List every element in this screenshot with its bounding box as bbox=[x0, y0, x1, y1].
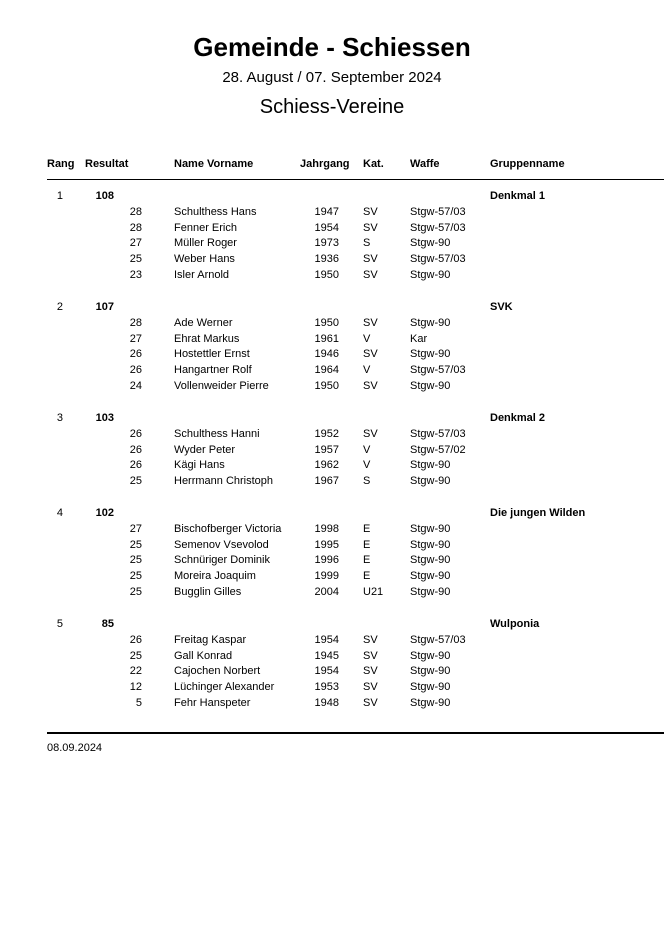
member-name: Hangartner Rolf bbox=[174, 364, 252, 377]
member-category: SV bbox=[363, 427, 378, 440]
member-birth-year: 1950 bbox=[314, 380, 339, 393]
member-birth-year: 1964 bbox=[314, 364, 339, 377]
member-points: 26 bbox=[129, 633, 142, 646]
member-name: Lüchinger Alexander bbox=[174, 681, 275, 694]
member-weapon: Stgw-90 bbox=[410, 665, 451, 678]
member-name: Freitag Kaspar bbox=[174, 633, 247, 646]
member-birth-year: 1998 bbox=[314, 522, 339, 535]
member-name: Schnüriger Dominik bbox=[174, 554, 270, 567]
member-birth-year: 1954 bbox=[314, 221, 339, 234]
member-category: SV bbox=[363, 665, 378, 678]
member-name: Müller Roger bbox=[174, 237, 237, 250]
member-category: SV bbox=[363, 316, 378, 329]
member-points: 25 bbox=[129, 554, 142, 567]
member-points: 25 bbox=[129, 475, 142, 488]
member-birth-year: 1999 bbox=[314, 570, 339, 583]
member-points: 25 bbox=[129, 586, 142, 599]
member-name: Cajochen Norbert bbox=[174, 665, 261, 678]
footer-divider bbox=[47, 732, 664, 734]
member-birth-year: 1947 bbox=[314, 205, 339, 218]
member-birth-year: 1961 bbox=[314, 332, 339, 345]
print-date: 08.09.2024 bbox=[47, 742, 103, 754]
member-weapon: Stgw-57/03 bbox=[410, 253, 466, 266]
member-weapon: Stgw-90 bbox=[410, 348, 451, 361]
member-name: Ehrat Markus bbox=[174, 332, 240, 345]
col-header-kat: Kat. bbox=[363, 158, 384, 170]
member-name: Vollenweider Pierre bbox=[174, 380, 269, 393]
member-weapon: Stgw-90 bbox=[410, 570, 451, 583]
member-birth-year: 1962 bbox=[314, 459, 339, 472]
member-category: SV bbox=[363, 649, 378, 662]
group-rank: 1 bbox=[56, 190, 63, 202]
member-name: Semenov Vsevolod bbox=[174, 538, 269, 551]
member-points: 26 bbox=[129, 443, 142, 456]
member-category: S bbox=[363, 237, 371, 250]
member-points: 28 bbox=[129, 205, 142, 218]
member-points: 26 bbox=[129, 348, 142, 361]
member-points: 25 bbox=[129, 253, 142, 266]
member-category: U21 bbox=[363, 586, 384, 599]
member-birth-year: 1953 bbox=[314, 681, 339, 694]
col-header-gruppenname: Gruppenname bbox=[490, 158, 565, 170]
member-points: 27 bbox=[129, 522, 142, 535]
col-header-jahrgang: Jahrgang bbox=[300, 158, 350, 170]
member-name: Wyder Peter bbox=[174, 443, 236, 456]
col-header-rang: Rang bbox=[47, 158, 75, 170]
member-weapon: Stgw-57/03 bbox=[410, 427, 466, 440]
member-weapon: Stgw-90 bbox=[410, 269, 451, 282]
member-weapon: Stgw-57/03 bbox=[410, 205, 466, 218]
member-name: Kägi Hans bbox=[174, 459, 225, 472]
group-name: SVK bbox=[490, 301, 513, 313]
group-result: 103 bbox=[95, 412, 114, 424]
group-result: 102 bbox=[95, 507, 114, 519]
member-points: 23 bbox=[129, 269, 142, 282]
group-rank: 3 bbox=[56, 412, 63, 424]
member-weapon: Stgw-57/03 bbox=[410, 221, 466, 234]
header-divider bbox=[47, 179, 664, 180]
member-name: Moreira Joaquim bbox=[174, 570, 256, 583]
event-dates: 28. August / 07. September 2024 bbox=[222, 69, 442, 86]
member-name: Hostettler Ernst bbox=[174, 348, 250, 361]
member-birth-year: 1996 bbox=[314, 554, 339, 567]
member-points: 25 bbox=[129, 649, 142, 662]
member-name: Bischofberger Victoria bbox=[174, 522, 282, 535]
member-category: V bbox=[363, 443, 371, 456]
member-name: Ade Werner bbox=[174, 316, 233, 329]
group-rank: 5 bbox=[56, 618, 63, 630]
page-title: Gemeinde - Schiessen bbox=[193, 32, 471, 62]
member-birth-year: 1948 bbox=[314, 697, 339, 710]
member-name: Schulthess Hans bbox=[174, 205, 257, 218]
member-name: Fehr Hanspeter bbox=[174, 697, 251, 710]
member-weapon: Stgw-90 bbox=[410, 554, 451, 567]
member-category: V bbox=[363, 332, 371, 345]
group-name: Wulponia bbox=[490, 618, 540, 630]
member-category: E bbox=[363, 522, 371, 535]
member-birth-year: 2004 bbox=[314, 586, 339, 599]
member-points: 26 bbox=[129, 459, 142, 472]
group-name: Denkmal 2 bbox=[490, 412, 546, 424]
member-points: 22 bbox=[129, 665, 142, 678]
member-points: 12 bbox=[129, 681, 142, 694]
member-points: 28 bbox=[129, 221, 142, 234]
member-weapon: Stgw-90 bbox=[410, 681, 451, 694]
member-weapon: Stgw-90 bbox=[410, 538, 451, 551]
category-title: Schiess-Vereine bbox=[259, 96, 405, 118]
member-weapon: Stgw-90 bbox=[410, 459, 451, 472]
member-points: 27 bbox=[129, 332, 142, 345]
member-category: V bbox=[363, 459, 371, 472]
member-name: Schulthess Hanni bbox=[174, 427, 260, 440]
member-category: S bbox=[363, 475, 371, 488]
member-birth-year: 1950 bbox=[314, 269, 339, 282]
member-category: SV bbox=[363, 348, 378, 361]
group-rank: 2 bbox=[56, 301, 63, 313]
member-birth-year: 1950 bbox=[314, 316, 339, 329]
member-name: Bugglin Gilles bbox=[174, 586, 242, 599]
group-name: Denkmal 1 bbox=[490, 190, 546, 202]
member-name: Weber Hans bbox=[174, 253, 235, 266]
member-weapon: Stgw-57/02 bbox=[410, 443, 466, 456]
col-header-name: Name Vorname bbox=[174, 158, 254, 170]
member-weapon: Stgw-90 bbox=[410, 316, 451, 329]
col-header-resultat: Resultat bbox=[85, 158, 129, 170]
member-weapon: Stgw-90 bbox=[410, 586, 451, 599]
member-category: SV bbox=[363, 697, 378, 710]
member-birth-year: 1957 bbox=[314, 443, 339, 456]
group-result: 107 bbox=[95, 301, 114, 313]
group-name: Die jungen Wilden bbox=[490, 507, 586, 519]
member-category: SV bbox=[363, 205, 378, 218]
member-weapon: Stgw-90 bbox=[410, 522, 451, 535]
member-birth-year: 1946 bbox=[314, 348, 339, 361]
member-birth-year: 1945 bbox=[314, 649, 339, 662]
member-points: 26 bbox=[129, 427, 142, 440]
member-category: V bbox=[363, 364, 371, 377]
member-category: SV bbox=[363, 380, 378, 393]
member-birth-year: 1952 bbox=[314, 427, 339, 440]
member-birth-year: 1967 bbox=[314, 475, 339, 488]
group-result: 85 bbox=[101, 618, 114, 630]
member-name: Herrmann Christoph bbox=[174, 475, 274, 488]
member-birth-year: 1936 bbox=[314, 253, 339, 266]
group-rank: 4 bbox=[56, 507, 63, 519]
member-category: E bbox=[363, 554, 371, 567]
member-points: 5 bbox=[135, 697, 142, 710]
member-birth-year: 1995 bbox=[314, 538, 339, 551]
member-weapon: Stgw-90 bbox=[410, 380, 451, 393]
member-birth-year: 1973 bbox=[314, 237, 339, 250]
member-birth-year: 1954 bbox=[314, 633, 339, 646]
member-points: 26 bbox=[129, 364, 142, 377]
member-weapon: Kar bbox=[410, 332, 428, 345]
member-category: SV bbox=[363, 681, 378, 694]
member-points: 24 bbox=[129, 380, 142, 393]
member-points: 27 bbox=[129, 237, 142, 250]
member-points: 25 bbox=[129, 538, 142, 551]
member-points: 25 bbox=[129, 570, 142, 583]
col-header-waffe: Waffe bbox=[410, 158, 440, 170]
member-weapon: Stgw-57/03 bbox=[410, 364, 466, 377]
member-birth-year: 1954 bbox=[314, 665, 339, 678]
group-result: 108 bbox=[95, 190, 114, 202]
member-weapon: Stgw-57/03 bbox=[410, 633, 466, 646]
member-weapon: Stgw-90 bbox=[410, 697, 451, 710]
member-name: Isler Arnold bbox=[174, 269, 230, 282]
member-points: 28 bbox=[129, 316, 142, 329]
member-category: SV bbox=[363, 633, 378, 646]
member-weapon: Stgw-90 bbox=[410, 649, 451, 662]
member-name: Fenner Erich bbox=[174, 221, 237, 234]
member-category: SV bbox=[363, 269, 378, 282]
member-category: SV bbox=[363, 221, 378, 234]
member-category: E bbox=[363, 570, 371, 583]
member-name: Gall Konrad bbox=[174, 649, 233, 662]
member-category: SV bbox=[363, 253, 378, 266]
member-weapon: Stgw-90 bbox=[410, 475, 451, 488]
member-weapon: Stgw-90 bbox=[410, 237, 451, 250]
member-category: E bbox=[363, 538, 371, 551]
